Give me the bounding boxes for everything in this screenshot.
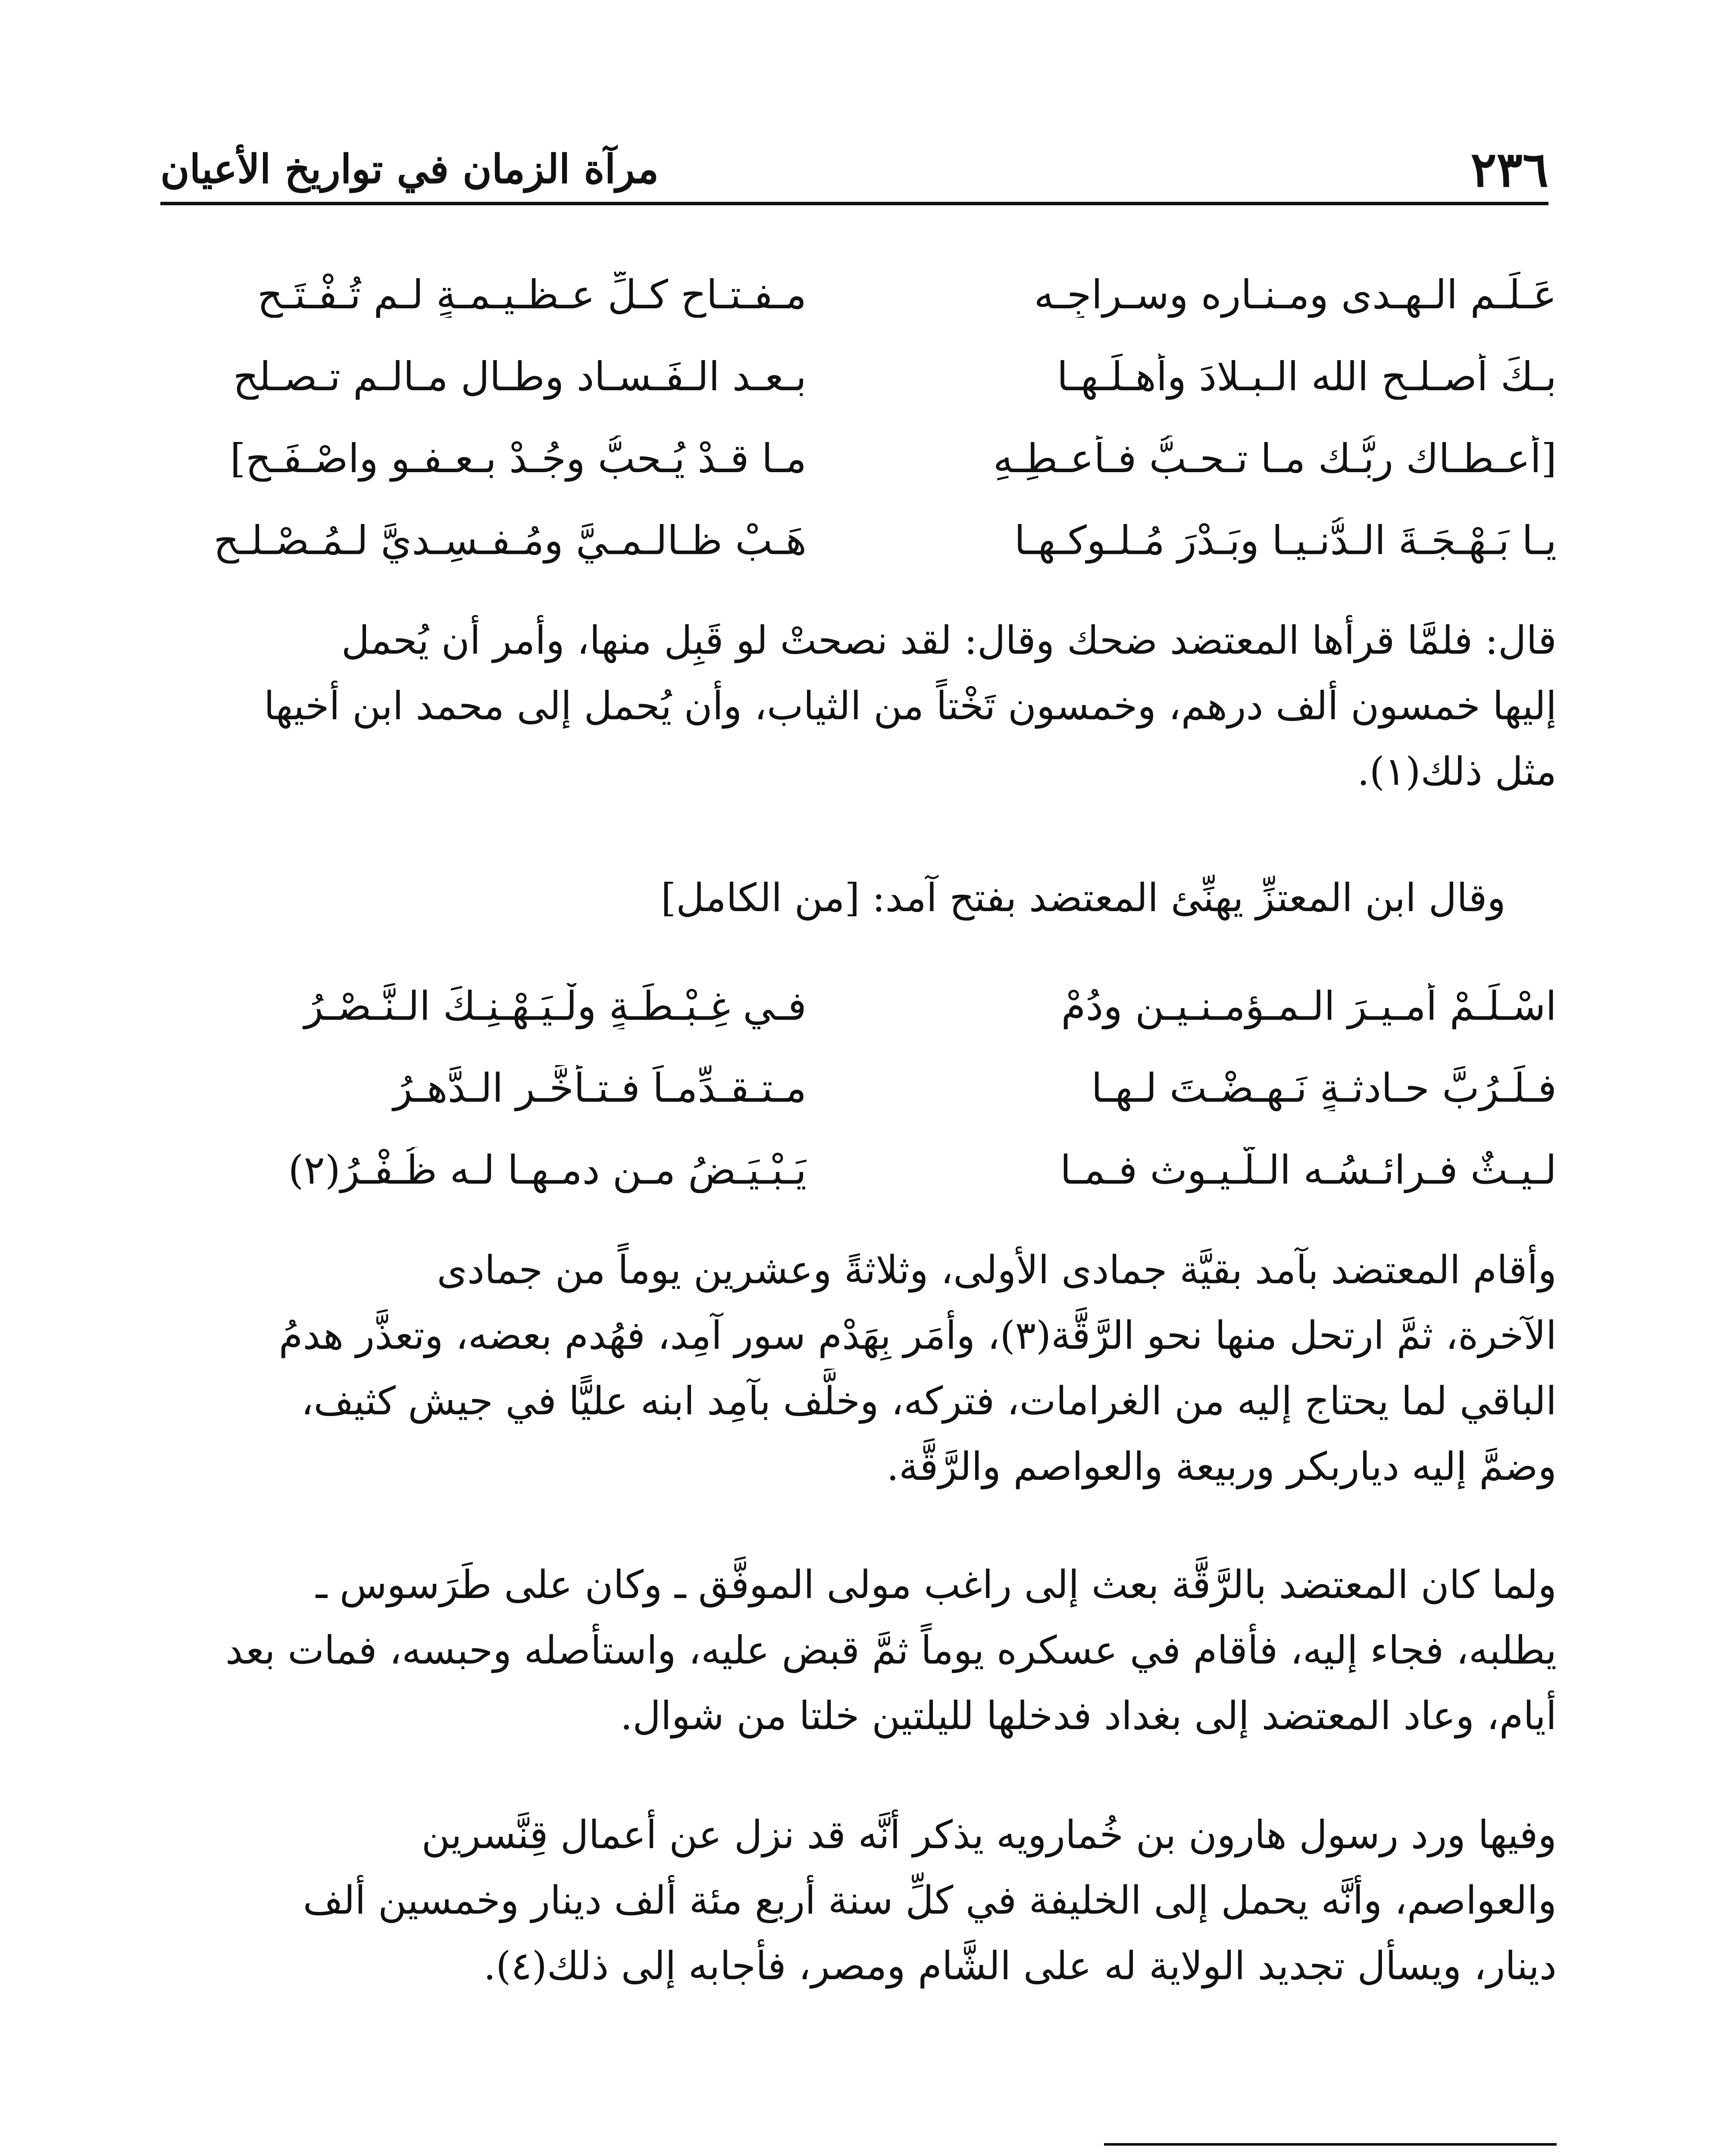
verse-first-hemistich: اسْـلَـمْ أمـيـرَ الـمـؤمـنـيـن ودُمْ <box>1061 983 1557 1029</box>
text-line: الآخرة، ثمَّ ارتحل منها نحو الرَّقَّة(٣)، وأمَر بِهَدْم سور آمِد، فهُدم بعضه، وتعذَّر هدمُ <box>278 1313 1557 1358</box>
page-number: ٢٣٦ <box>1470 141 1548 198</box>
text-line: يطلبه، فجاء إليه، فأقام في عسكره يوماً ثمَّ قبض عليه، واستأصله وحبسه، فمات بعد <box>225 1628 1557 1673</box>
verse-first-hemistich: لـيـثٌ فـرائـسُـه الـلُّـيـوث فـمـا <box>1060 1147 1557 1193</box>
text-line: الباقي لما يحتاج إليه من الغرامات، فتركه، وخلَّف بآمِد ابنه عليًّا في جيش كثيف، <box>301 1379 1557 1424</box>
text-line: قال: فلمَّا قرأها المعتضد ضحك وقال: لقد نصحتْ لو قَبِل منها، وأمر أن يُحمل <box>341 618 1557 663</box>
footnote-divider <box>1104 2143 1557 2146</box>
poem1-verse <box>169 354 1557 423</box>
poem1-verse <box>169 436 1557 505</box>
verse-second-hemistich: مـتـقـدِّمـاً فـتـأخَّـر الـدَّهـرُ <box>393 1065 807 1111</box>
verse-second-hemistich: مـا قـدْ يُـحبُّ وجُـدْ بـعـفـوٍ واصْـفَـحِ] <box>230 436 807 482</box>
poem1-verse <box>169 272 1557 341</box>
text-line: دينار، ويسأل تجديد الولاية له على الشَّام ومصر، فأجابه إلى ذلك(٤). <box>483 1943 1557 1989</box>
text-line: إليها خمسون ألف درهم، وخمسون تَخْتاً من الثياب، وأن يُحمل إلى محمد ابن أخيها <box>263 683 1557 729</box>
paragraph <box>169 1238 1557 1500</box>
paragraph <box>169 1552 1557 1749</box>
verse-first-hemistich: [أعـطـاك ربُّـك مـا تـحـبُّ فـأعـطِـهِ <box>993 436 1557 482</box>
paragraph <box>169 608 1557 805</box>
poem2-verse <box>169 1065 1557 1134</box>
verse-second-hemistich: مـفـتـاحِ كـلِّ عـظـيـمـةٍ لـم تُـفْـتَـحِ <box>257 272 807 318</box>
poem1-verse <box>169 517 1557 586</box>
text-line: والعواصم، وأنَّه يحمل إلى الخليفة في كلِّ سنة أربع مئة ألف دينار وخمسين ألف <box>303 1878 1557 1923</box>
verse-first-hemistich: عَـلَـمِ الـهـدى ومـنـارِه وسـراجِـه <box>1034 272 1557 318</box>
verse-second-hemistich: فـي غِـبْـطَـةٍ ولْـيَـهْـنِـكَ الـنَّـصْـرُ <box>304 983 807 1029</box>
book-title: مرآة الزمان في تواريخ الأعيان <box>160 146 659 192</box>
poem2-verse <box>169 983 1557 1052</box>
poem2-verse <box>169 1147 1557 1216</box>
verse-first-hemistich: فـلَـرُبَّ حـادثـةٍ نَـهـضْـتَ لـهـا <box>1091 1065 1557 1111</box>
text-line: مثل ذلك(١). <box>1357 749 1557 794</box>
text-line: وفيها ورد رسول هارون بن خُمارويه يذكر أنَّه قد نزل عن أعمال قِنَّسرين <box>421 1812 1557 1858</box>
verse-first-hemistich: يـا بَـهْـجَـةَ الـدُّنـيـا وبَـدْرَ مُـلـوكـهـا <box>1014 517 1557 564</box>
verse-second-hemistich: بـعـد الـفَـسـاد وطـال مـالـم تـصـلحِ <box>233 354 807 400</box>
text-line: وأقام المعتضد بآمد بقيَّة جمادى الأولى، وثلاثةً وعشرين يوماً من جمادى <box>437 1247 1557 1293</box>
paragraph <box>169 1802 1557 1999</box>
poem-intro: وقال ابن المعتزِّ يهنِّئ المعتضد بفتح آمد: [من الكامل] <box>661 875 1506 921</box>
text-line: وضمَّ إليه دياربكر وربيعة والعواصم والرَّقَّة. <box>886 1444 1557 1489</box>
running-header <box>160 137 1548 205</box>
text-line: ولما كان المعتضد بالرَّقَّة بعث إلى راغب مولى الموفَّق ـ وكان على طَرَسوس ـ <box>316 1562 1557 1608</box>
verse-second-hemistich: هَـبْ ظـالـمـيَّ ومُـفـسِـديَّ لـمُـصْـلـحِ <box>213 517 807 564</box>
text-line: أيام، وعاد المعتضد إلى بغداد فدخلها لليلتين خلتا من شوال. <box>620 1693 1557 1739</box>
verse-second-hemistich: يَـبْـيَـضُ مـن دمـهـا لـه ظُـفْـرُ(٢) <box>288 1147 807 1193</box>
verse-first-hemistich: بـكَ أصـلـح الله الـبـلادَ وأهـلَـهـا <box>1057 354 1557 400</box>
